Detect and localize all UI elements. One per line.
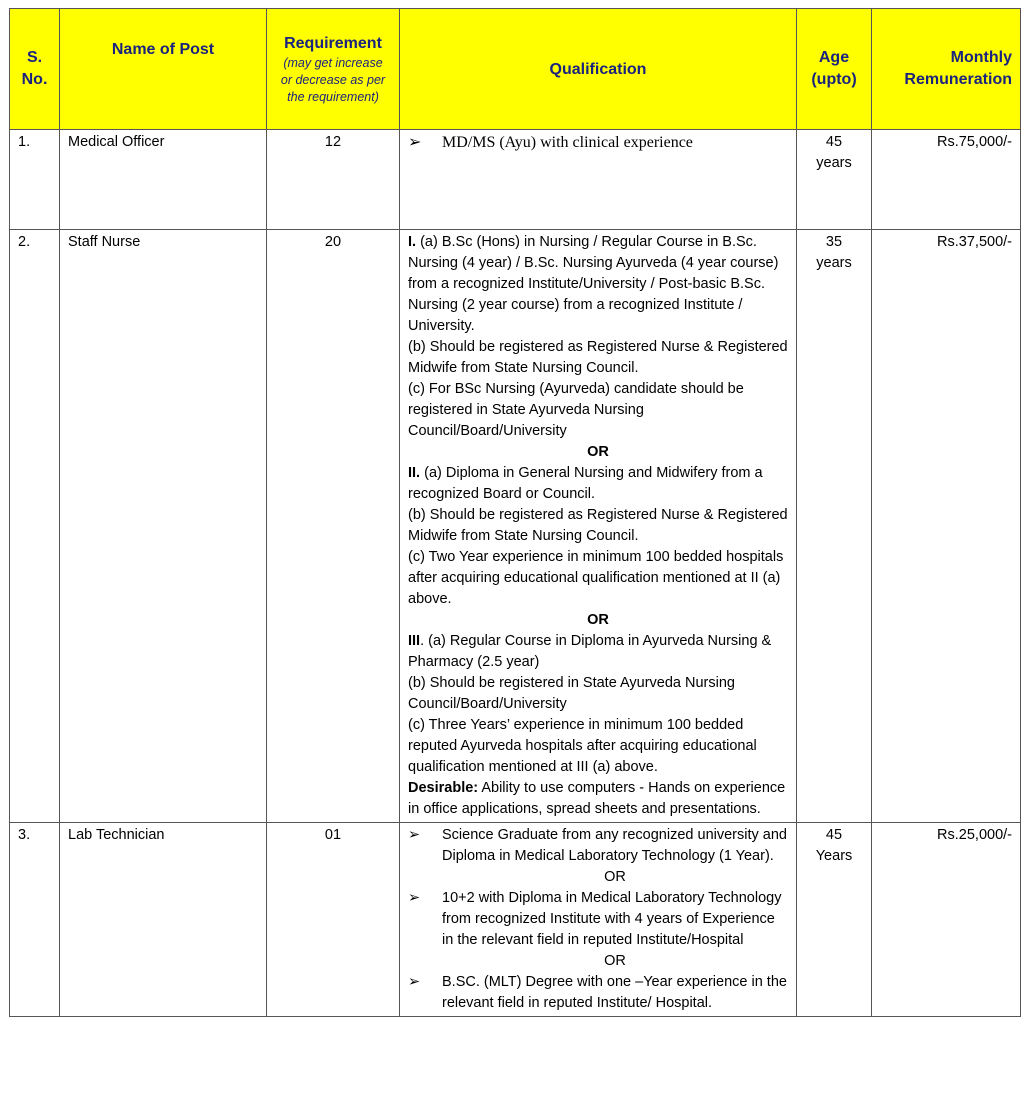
age-cell: 45 Years (797, 823, 872, 1017)
posts-table (9, 8, 1021, 1017)
desirable: Desirable: Ability to use computers - Hands on experience in office applications, spread sheets and presentations. (408, 780, 786, 817)
arrow-bullet-icon: ➢ (408, 134, 422, 151)
sno-cell: 2. (10, 230, 60, 823)
remuneration-cell: Rs.75,000/- (872, 130, 1021, 230)
qualification-cell: ➢ MD/MS (Ayu) with clinical experience (400, 130, 797, 230)
sno-cell: 3. (10, 823, 60, 1017)
or-separator: OR (604, 953, 626, 969)
sno-cell: 1. (10, 130, 60, 230)
option-3: III. (a) Regular Course in Diploma in Ayurveda Nursing & Pharmacy (2.5 year) (408, 633, 772, 670)
option-2: II. (a) Diploma in General Nursing and Midwifery from a recognized Board or Council. (408, 465, 763, 502)
or-separator: OR (587, 444, 609, 460)
header-remuneration: Monthly Remuneration (872, 9, 1021, 130)
or-separator: OR (587, 612, 609, 628)
age-cell: 35 years (797, 230, 872, 823)
header-qualification: Qualification (400, 9, 797, 130)
table-row (10, 230, 1021, 823)
header-sno: S. No. (10, 9, 60, 130)
header-name: Name of Post (60, 9, 267, 130)
table-row (10, 130, 1021, 230)
arrow-bullet-icon: ➢ (408, 827, 421, 843)
arrow-bullet-icon: ➢ (408, 890, 421, 906)
requirement-cell: 20 (267, 230, 400, 823)
remuneration-cell: Rs.37,500/- (872, 230, 1021, 823)
header-row (10, 9, 1021, 130)
qualification-cell (400, 823, 797, 1017)
post-name-cell: Medical Officer (60, 130, 267, 230)
bullet-item: ➢ 10+2 with Diploma in Medical Laboratory Technology from recognized Institute with 4 years of Experience in the relevant field in reputed Institute/Hospital (408, 888, 788, 951)
post-name-cell: Staff Nurse (60, 230, 267, 823)
bullet-item: ➢ Science Graduate from any recognized university and Diploma in Medical Laboratory Technology (1 Year). (408, 825, 788, 867)
bullet-item: ➢ B.SC. (MLT) Degree with one –Year experience in the relevant field in reputed Institute/ Hospital. (408, 972, 788, 1014)
or-separator: OR (604, 869, 626, 885)
table-row (10, 823, 1021, 1017)
post-name-cell: Lab Technician (60, 823, 267, 1017)
requirement-cell: 01 (267, 823, 400, 1017)
header-requirement: Requirement (may get increase or decrease as per the requirement) (267, 9, 400, 130)
age-cell: 45 years (797, 130, 872, 230)
arrow-bullet-icon: ➢ (408, 974, 421, 990)
qualification-cell: I. (a) B.Sc (Hons) in Nursing / Regular Course in B.Sc. Nursing (4 year) / B.Sc. Nursing Ayurveda (4 year course) from a recognized Institute/University / Post-basic B.Sc. Nursing (2 year course) from a recognized Institute / University. (b) Should be registered as Registered Nurse & Registered Midwife from State Nursing Council. (c) For BSc Nursing (Ayurveda) candidate should be registered in State Ayurveda Nursing Council/Board/University OR II. (a) Diploma in General Nursing and Midwifery from a recognized Board or Council. (b) Should be registered as Registered Nurse & Registered Midwife from State Nursing Council. (c) Two Year experience in minimum 100 bedded hospitals after acquiring educational qualification mentioned at II (a) above. OR III. (a) Regular Course in Diploma in Ayurveda Nursing & Pharmacy (2.5 year) (b) Should be registered in State Ayurveda Nursing Council/Board/University (c) Three Years’ experience in minimum 100 bedded reputed Ayurveda hospitals after acquiring educational qualification mentioned at III (a) above. Desirable: Ability to use computers - Hands on experience in office applications, spread sheets and presentations. (400, 230, 797, 823)
header-age: Age (upto) (797, 9, 872, 130)
requirement-cell: 12 (267, 130, 400, 230)
option-1: I. (a) B.Sc (Hons) in Nursing / Regular Course in B.Sc. Nursing (4 year) / B.Sc. Nursing Ayurveda (4 year course) from a recognized Institute/University / Post-basic B.Sc. Nursing (2 year course) from a recognized Institute / University. (408, 234, 779, 334)
remuneration-cell: Rs.25,000/- (872, 823, 1021, 1017)
